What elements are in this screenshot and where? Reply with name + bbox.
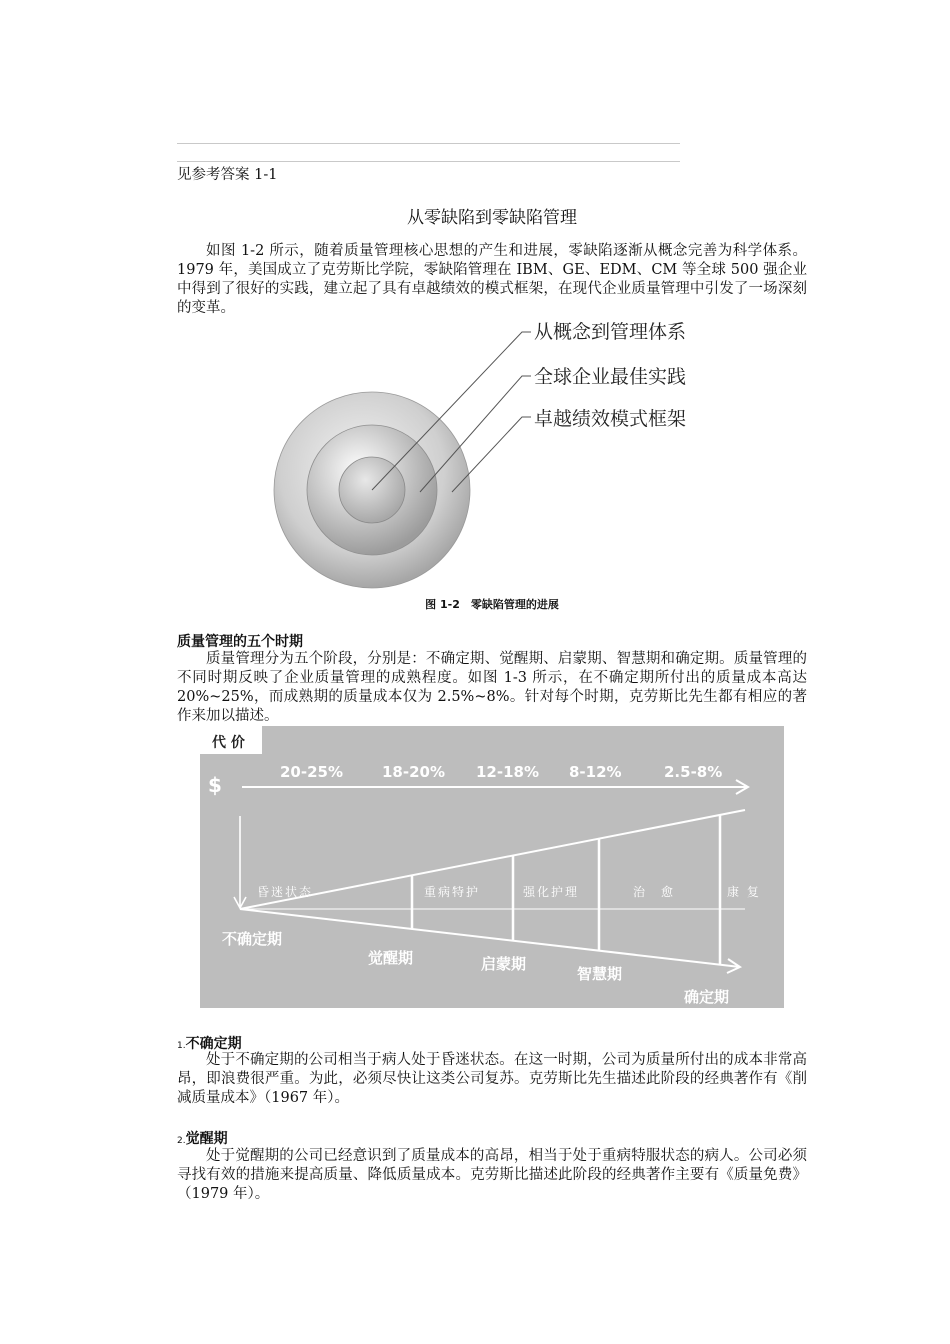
subsection2-paragraph: 处于觉醒期的公司已经意识到了质量成本的高昂，相当于处于重病特服状态的病人。公司必须寻找有效的措施来提高质量、降低质量成本。克劳斯比描述此阶段的经典著作主要有《质量免费》（1979 年）。 — [177, 1148, 807, 1202]
subsection1-number: 1. — [177, 1041, 186, 1051]
figure12-caption: 图 1-2 零缺陷管理的进展 — [425, 598, 559, 611]
cost-label-4: 8-12% — [569, 763, 622, 781]
figure12-label-3: 卓越绩效模式框架 — [534, 408, 687, 430]
state-label-2: 重病特护 — [424, 885, 481, 899]
header-rule-top — [177, 143, 680, 144]
subsection2-title-text: 觉醒期 — [185, 1131, 228, 1147]
answer-reference: 见参考答案 1-1 — [177, 167, 278, 183]
cost-label-3: 12-18% — [476, 763, 540, 781]
cost-tab-label: 代 价 — [212, 735, 245, 751]
cost-label-1: 20-25% — [280, 763, 344, 781]
period-label-3: 启蒙期 — [481, 955, 527, 973]
figure-zero-defect-progress — [260, 318, 730, 600]
subsection1-title-text: 不确定期 — [185, 1036, 242, 1052]
cost-label-5: 2.5-8% — [664, 763, 723, 781]
dollar-sign: $ — [208, 773, 222, 797]
state-label-4: 治 愈 — [633, 885, 676, 899]
subsection1-paragraph: 处于不确定期的公司相当于病人处于昏迷状态。在这一时期，公司为质量所付出的成本非常高昂，即浪费很严重。为此，必须尽快让这类公司复苏。克劳斯比先生描述此阶段的经典著作有《削减质量成本》（1967 年）。 — [177, 1052, 807, 1106]
period-label-5: 确定期 — [684, 988, 730, 1006]
subsection2-title — [177, 1128, 228, 1148]
state-label-5: 康 复 — [727, 885, 761, 899]
section2-title: 质量管理的五个时期 — [177, 634, 303, 650]
cost-label-2: 18-20% — [382, 763, 446, 781]
figure-five-periods — [200, 726, 784, 1008]
section-paragraph: 如图 1-2 所示，随着质量管理核心思想的产生和进展，零缺陷逐渐从概念完善为科学体系。1979 年，美国成立了克劳斯比学院，零缺陷管理在 IBM、GE、EDM、CM 等全球 500 强企业中得到了很好的实践，建立起了具有卓越绩效的模式框架，在现代企业质量管理中引发了一场深刻的变革。 — [177, 243, 807, 316]
header-rule-bottom — [177, 161, 680, 162]
period-label-2: 觉醒期 — [368, 949, 414, 967]
subsection2-number: 2. — [177, 1136, 186, 1146]
subsection1-title — [177, 1033, 242, 1053]
section-title: 从零缺陷到零缺陷管理 — [407, 208, 577, 228]
period-label-1: 不确定期 — [222, 930, 283, 948]
period-label-4: 智慧期 — [577, 965, 623, 983]
state-label-3: 强化护理 — [523, 885, 580, 899]
figure12-label-2: 全球企业最佳实践 — [534, 366, 687, 388]
state-label-1: 昏迷状态 — [257, 885, 314, 899]
section2-paragraph: 质量管理分为五个阶段，分别是：不确定期、觉醒期、启蒙期、智慧期和确定期。质量管理的不同时期反映了企业质量管理的成熟程度。如图 1-3 所示，在不确定期所付出的质量成本高达 20%~25%，而成熟期的质量成本仅为 2.5%~8%。针对每个时期，克劳斯比先生都有相应的著作来加以描述。 — [177, 651, 807, 724]
figure12-label-1: 从概念到管理体系 — [534, 321, 687, 343]
